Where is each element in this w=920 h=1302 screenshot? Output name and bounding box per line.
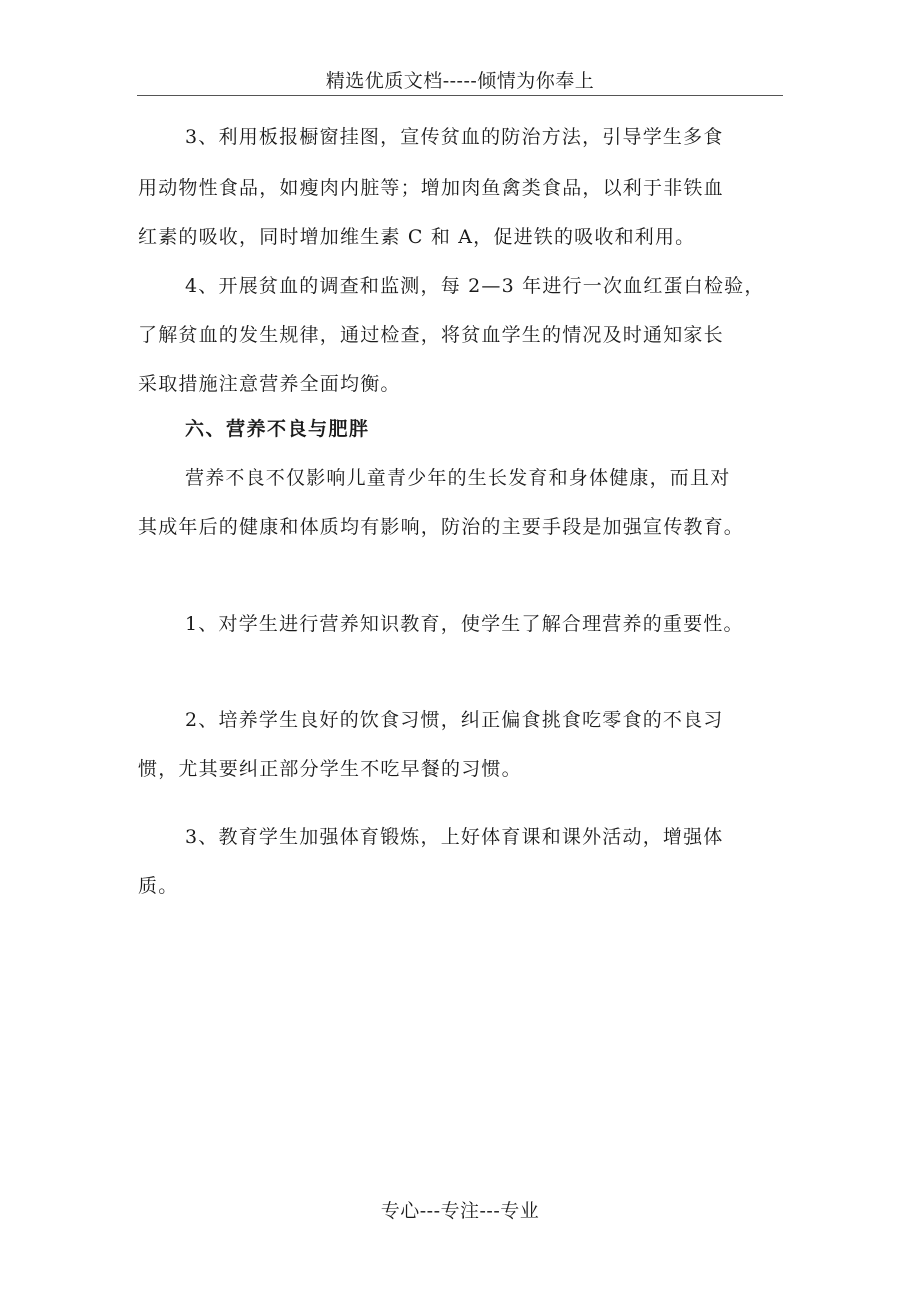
paragraph-3-line-2: 用动物性食品，如瘦肉内脏等；增加肉鱼禽类食品，以利于非铁血 (138, 177, 724, 199)
paragraph-4-line-3: 采取措施注意营养全面均衡。 (138, 373, 401, 395)
header-divider (137, 95, 783, 96)
item-2-line-1: 2、培养学生良好的饮食习惯，纠正偏食挑食吃零食的不良习 (185, 709, 724, 731)
intro-paragraph-line-2: 其成年后的健康和体质均有影响，防治的主要手段是加强宣传教育。 (138, 516, 745, 538)
item-3-line-2: 质。 (138, 875, 179, 897)
item-3-line-1: 3、教育学生加强体育锻炼，上好体育课和课外活动，增强体 (185, 826, 724, 848)
paragraph-3-line-1: 3、利用板报橱窗挂图，宣传贫血的防治方法，引导学生多食 (185, 126, 724, 148)
page-footer: 专心---专注---专业 (380, 1200, 540, 1222)
intro-paragraph-line-1: 营养不良不仅影响儿童青少年的生长发育和身体健康，而且对 (185, 467, 731, 489)
paragraph-4-line-2: 了解贫血的发生规律，通过检查，将贫血学生的情况及时通知家长 (138, 324, 724, 346)
item-1-line-1: 1、对学生进行营养知识教育，使学生了解合理营养的重要性。 (185, 613, 744, 635)
paragraph-3-line-3: 红素的吸收，同时增加维生素 C 和 A，促进铁的吸收和利用。 (138, 226, 696, 248)
paragraph-4-line-1: 4、开展贫血的调查和监测，每 2—3 年进行一次血红蛋白检验， (185, 275, 765, 297)
page-header: 精选优质文档-----倾情为你奉上 (325, 70, 595, 92)
item-2-line-2: 惯，尤其要纠正部分学生不吃早餐的习惯。 (138, 758, 522, 780)
section-heading: 六、营养不良与肥胖 (185, 418, 370, 440)
